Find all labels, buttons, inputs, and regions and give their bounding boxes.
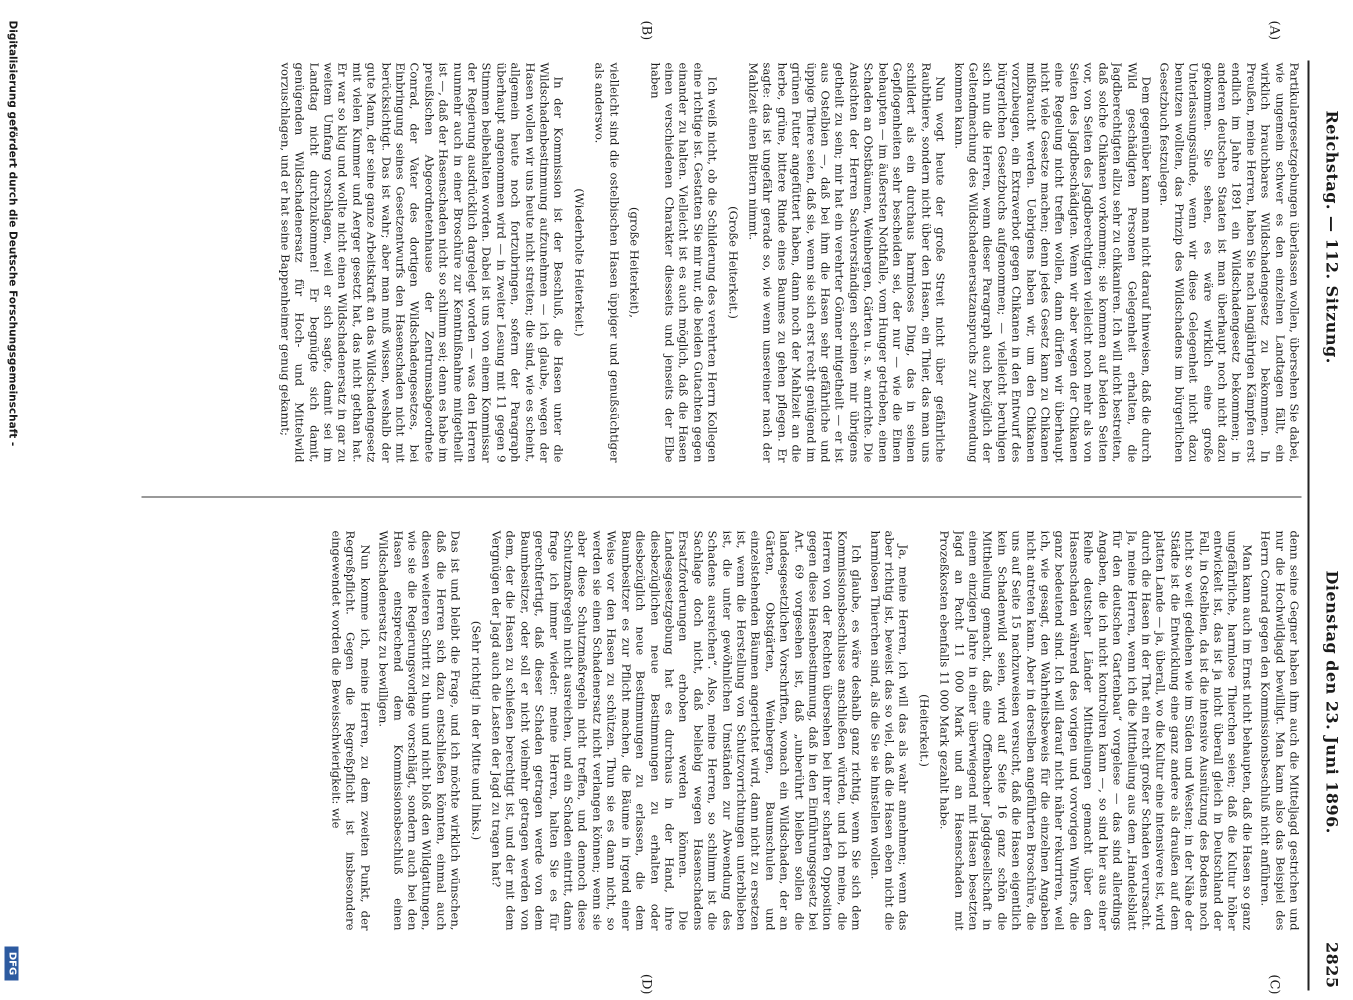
paragraph: In der Kommission ist der Beschluß, die Hasen unter die Wildschadenbestimmung aufzunehmen — ich glaube, wegen der Hasen wollen wir uns heute nicht streiten; die sind, wie es scheint, allgemein heute noch fortzubringen, sofern der Paragraph überhaupt angenommen wird — in zweiter Lesung mit 11 gegen 9 Stimmen beibehalten worden. Dabei ist uns von einem Kommissar der Regierung ausdrücklich dargelegt worden — was den Herren nunmehr auch in einer Broschüre zur Kenntnißnahme mitgetheilt ist —, daß der Hasenschaden nicht so schlimm sei; denn es habe im preußischen Abgeordnetenhause der Zentrumsabgeordnete Conrad, der Vater des dortigen Wildschadengesetzes, bei Einbringung seines Gesetzentwurfs den Hasenschaden nicht mit berücksichtigt. Das ist wahr; aber man muß wissen, weshalb der gute Mann, der seine ganze Arbeitskraft an das Wildschadengesetz mit vielen Kummer und Aerger gesetzt hat, das nicht gethan hat. Er war so klug und wollte nicht einen Wildschadenersatz in gar zu weitem Umfang vorschlagen, weil er sich sagte, damit sei im Landtag nicht durchzukommen! Er begnügte sich damit, genügenden Wildschadenersatz für Hoch- und Mittelwild vorzuschlagen, und er hat seine Bappenheimer genug gekannt; [277, 62, 566, 462]
paragraph: Nun komme ich, meine Herren, zu dem zweiten Punkt, der Regreßpflicht. Gegen die Regreßpflicht ist insbesondere eingewendet worden die Beweisschwierigkeit: wie [329, 530, 372, 930]
paragraph: Ich weiß nicht, ob die Schilderung des verehrten Herrn Kollegen eine richtige ist. Gestatten Sie mir nur, die beiden Gutachten gegen einander zu halten. Vielleicht ist es auch möglich, daß die Hasen einen verschiedenen Charakter diesseits und jenseits der Elbe haben [647, 62, 720, 462]
interjection: (Sehr richtig! in der Mitte und links.) [468, 620, 483, 840]
margin-marker-a: (A) [1266, 20, 1281, 40]
digitization-credit: Digitalisierung gefördert durch die Deutsche Forschungsgemeinschaft - [6, 20, 18, 446]
margin-marker-d: (D) [638, 973, 653, 994]
page-number: 2825 [1322, 941, 1341, 988]
text-column-left [141, 62, 1301, 462]
dfg-logo: DFG [4, 946, 18, 980]
paragraph: vielleicht sind die ostelbischen Hasen üppiger und genußsüchtiger als anderswo. [592, 62, 621, 462]
paragraph: Das ist und bleibt die Frage, und ich möchte wirklich wünschen, daß die Herren sich dazu entschließen könnten, einmal auch diesen weiteren Schritt zu thun und nicht bloß den Wildgattungen, wie sie die Regierungsvorlage vorschlägt, sondern auch bei den Hasen entsprechend dem Kommissionsbeschluß einen Wildschadenersatz zu bewilligen. [376, 530, 463, 930]
interjection: (große Heiterkeit), [627, 206, 642, 318]
paragraph: Partikulargesetzgebungen überlassen wollen, übersehen Sie dabei, wie ungemein schwer es den einzelnen Landtagen fällt, ein wirklich brauchbares Wildschadengesetz zu bekommen. In Preußen, meine Herren, haben Sie nach langjährigen Kämpfen erst endlich im Jahre 1891 ein Wildschadengesetz bekommen; in anderen deutschen Staaten ist man überhaupt noch nicht dazu gekommen. Sie sehen, es wäre wirklich eine große Unterlassungssünde, wenn wir diese Gelegenheit nicht dazu benutzen wollten, das Prinzip des Wildschadens im bürgerlichen Gesetzbuch festzulegen. [1157, 62, 1301, 462]
margin-marker-b: (B) [638, 20, 653, 40]
interjection: (Wiederholte Heiterkeit.) [571, 187, 586, 337]
interjection: (Heiterkeit.) [916, 693, 931, 767]
paragraph: denn seine Gegner haben ihm auch die Mitteljagd gestrichen und nur die Hochwildjagd bewilligt. Man kann also das Beispiel des Herrn Conrad gegen den Kommissionsbeschluß nicht anführen. [1258, 530, 1301, 930]
interjection: (Große Heiterkeit.) [725, 205, 740, 319]
text-column-right [141, 530, 1301, 930]
paragraph: Nun wogt heute der große Streit nicht über gefährliche Raubthiere, sondern nicht über den Hasen, ein Thier, das man uns schildert als ein durchaus harmloses Ding, das in seinen Gepflogenheiten sehr bescheiden sei, der nur — wie die Einen behaupten — im äußersten Nothfalle, vom Hunger getrieben, einen Schaden an Obstbäumen, Weinbergen, Gärten u. s. w. anrichte. Die Ansichten der Herren Sachverständigen scheinen mir übrigens getheilt zu sein; mir hat ein verehrter Gönner mitgetheilt — er ist aus Ostelbien —, daß bei ihm die Hasen sehr gefährliche und üppige Thiere seien, daß sie, wenn sie sich erst recht genügend im grünen Futter angefüttert haben, dann noch der Mahlzeit an die herbe, grüne, bittere Rinde eines Baumes zu gehen pflegen. Er sagte: das ist ungefähr gerade so, wie wenn unsereiner nach der Mahlzeit einen Bittern nimmt. [745, 62, 948, 462]
running-header-left: Reichstag. — 112. Sitzung. [1322, 110, 1341, 364]
margin-marker-c: (C) [1266, 973, 1281, 994]
paragraph: Man kann auch im Ernst nicht behaupten, daß die Hasen so ganz ungefährliche, harmlose Thierchen seien; daß die Kultur höher entwickelt ist, das ist ja nicht überall gleich in Deutschland der Fall, in Ostelbien, da ist die intensive Ausnützung des Bodens noch nicht so weit gediehen wie im Süden und Westen; in der Nähe der Städte ist die Entwicklung eine ganz andere als draußen auf dem platten Lande — ja, überall, wo die Kultur eine intensivere ist, wird durch die Hasen in der That ein recht großer Schaden verursacht. Ja, meine Herren, wenn ich die Mittheilung aus dem „Handelsblatt für den deutschen Gartenbau“ vorgelese — das sind allerdings Angaben, die ich nicht kontroliren kann —, so sind hier aus einer Reihe deutscher Länder Mittheilungen gemacht über den Hasenschaden während des vorigen und vorvorigen Winters, die ganz bedeutend sind. Ich will darauf nicht näher rekurriren, weil ich, wie gesagt, den Wahrheitsbeweis für die einzelnen Angaben nicht antreten kann. Aber in derselben angeführten Broschüre, die uns auf Seite 15 nachzuweisen versucht, daß die Hasen eigentlich kein Schadenwild seien, wird auf Seite 16 ganz schön die Mittheilung gemacht, daß eine Offenbacher Jagdgesellschaft in einem einzigen Jahre in einer überwiegend mit Hasen besetzten Jagd an Pacht 11 000 Mark und an Hasenschaden mit Prozeßkosten ebenfalls 11 000 Mark gezahlt habe. [937, 530, 1254, 930]
paragraph: Dem gegenüber kann man nicht darauf hinweisen, daß die durch Wild geschädigten Personen Gelegenheit erhalten, die Jagdberechtigten allzu sehr zu chikaniren. Ich will nicht bestreiten, daß solche Chikanen vorkommen; sie kommen auf beiden Seiten vor, von Seiten des Jagdberechtigten vielleicht noch mehr als von Seiten des Jagdbeschädigten. Wenn wir aber wegen der Chikanen eine Regelung nicht treffen wollen, dann dürfen wir überhaupt nicht viele Gesetze machen; denn jedes Gesetz kann zu Chikanen mißbraucht werden. Uebrigens haben wir, um den Chikanen vorzubeugen, ein Extraverbot gegen Chikanen in den Entwurf des bürgerlichen Gesetzbuchs aufgenommen; — vielleicht beruhigen sich nun die Herren, wenn dieser Paragraph auch bezüglich der Geltendmachung des Wildschadenersatzanspruchs zur Anwendung kommen kann. [951, 62, 1153, 462]
running-header-date: Dienstag den 23. Juni 1896. [1322, 570, 1341, 834]
paragraph: Ich glaube, es wäre deshalb ganz richtig, wenn Sie sich dem Kommissionsbeschlusse anschließen würden, und ich meine, die Herren von der Rechten übersehen bei ihrer scharfen Opposition gegen diese Hasenbestimmung, daß in den Einführungsgesetz bei Art. 69 vorgesehen ist, daß „unberührt bleiben sollen die landesgesetzlichen Vorschriften, wonach ein Wildschaden, der an Gärten, Obstgärten, Weinbergen, Baumschulen und einzelstehenden Bäumen angerichtet wird, dann nicht zu ersetzen ist, wenn die Herstellung von Schutzvorrichtungen unterblieben ist, die unter gewöhnlichen Umständen zur Abwendung des Schadens ausreichen“. Also, meine Herren, so schlimm ist die Sachlage doch nicht, daß beliebig wegen Hasenschadens Ersatzforderungen erhoben werden können. Die Landesgesetzgebung hat es durchaus in der Hand, ihre diesbezüglichen neue Bestimmungen zu erhalten oder diesbezüglich neue Bestimmungen zu erlassen, die dem Baumbesitzer es zur Pflicht machen, die Bäume in irgend einer Weise vor den Hasen zu schützen. Thun sie es dann nicht, so werden sie einen Schadenersatz nicht verlangen können; wenn sie aber diese Schutzmaßregeln nicht treffen, und dennoch diese Schutzmaßregeln nicht ausreichen, und ein Schaden eintritt, dann frage ich immer wieder: meine Herren, halten Sie es für gerechtfertigt, daß dieser Schaden getragen werde von dem Baumbesitzer, oder soll er nicht vielmehr getragen werden von dem, der die Hasen zu schießen berechtigt ist, und der mit dem Vergnügen der Jagd auch die Lasten der Jagd zu tragen hat? [489, 530, 864, 930]
column-divider [141, 496, 1301, 497]
paragraph: Ja, meine Herren, ich will das als wahr annehmen; wenn das aber richtig ist, beweist das so viel, daß die Hasen eben nicht die harmlosen Thierchen sind, als die Sie sie hinstellen wollen. [867, 530, 911, 930]
header-rule [1307, 60, 1309, 990]
